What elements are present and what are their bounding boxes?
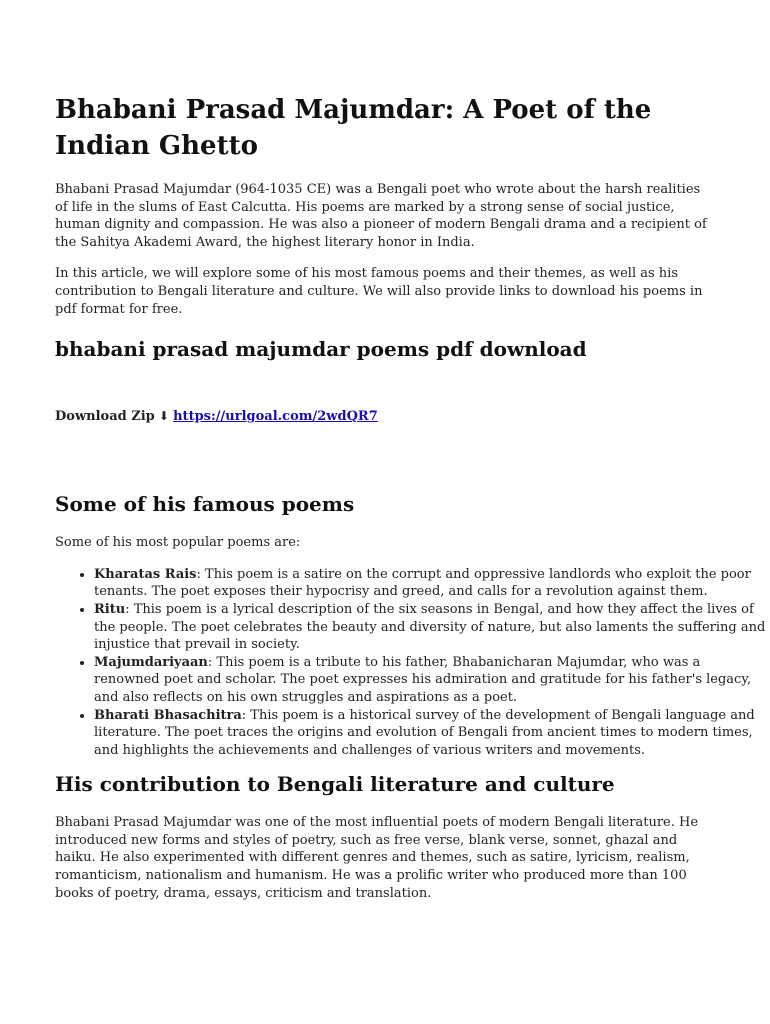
download-label: Download Zip xyxy=(55,409,155,425)
contribution-paragraph: Bhabani Prasad Majumdar was one of the most influential poets of modern Bengali literature. He introduced new forms and styles of poetry, such as free verse, blank verse, sonnet, ghazal and haiku. He also experimented with different genres and themes, such as satire, lyricism, realism, romanticism, nationalism and humanism. He was a prolific writer who produced more than 100 books of poetry, drama, essays, criticism and translation. xyxy=(55,815,699,901)
download-line xyxy=(55,408,718,425)
list-item xyxy=(94,566,766,601)
poems-list xyxy=(55,566,766,760)
download-heading: bhabani prasad majumdar poems pdf download xyxy=(55,337,587,362)
poem-description: : This poem is a tribute to his father, Bhabanicharan Majumdar, who was a renowned poet and scholar. The poet expresses his admiration and gratitude for his father's legacy, and also reflects on his own struggles and aspirations as a poet. xyxy=(94,654,752,705)
poem-name: Bharati Bhasachitra xyxy=(94,707,242,723)
list-item xyxy=(94,601,766,654)
intro-paragraph-1: Bhabani Prasad Majumdar (964-1035 CE) was a Bengali poet who wrote about the harsh realities of life in the slums of East Calcutta. His poems are marked by a strong sense of social justice, human dignity and compassion. He was also a pioneer of modern Bengali drama and a recipient of the Sahitya Akademi Award, the highest literary honor in India. xyxy=(55,182,707,250)
poem-name: Ritu xyxy=(94,601,126,617)
poem-description: : This poem is a satire on the corrupt and oppressive landlords who exploit the poor tenants. The poet exposes their hypocrisy and greed, and calls for a revolution against them. xyxy=(94,566,751,600)
poem-description: : This poem is a lyrical description of the six seasons in Bengal, and how they affect the lives of the people. The poet celebrates the beauty and diversity of nature, but also laments the suffering and injustice that prevail in society. xyxy=(94,601,766,653)
famous-poems-heading: Some of his famous poems xyxy=(55,492,355,517)
download-arrow-icon: ⬇ xyxy=(158,409,169,424)
article-title: Bhabani Prasad Majumdar: A Poet of the Indian Ghetto xyxy=(55,95,652,161)
download-link[interactable]: https://urlgoal.com/2wdQR7 xyxy=(173,409,378,425)
contribution-heading: His contribution to Bengali literature and culture xyxy=(55,772,615,797)
poem-name: Kharatas Rais xyxy=(94,566,197,582)
list-item xyxy=(94,654,766,707)
intro-paragraph-2: In this article, we will explore some of his most famous poems and their themes, as well as his contribution to Bengali literature and culture. We will also provide links to download his poems in pdf format for free. xyxy=(55,266,703,317)
famous-poems-intro: Some of his most popular poems are: xyxy=(55,535,301,551)
poem-description: : This poem is a historical survey of the development of Bengali language and literature. The poet traces the origins and evolution of Bengali from ancient times to modern times, and highlights the achievements and challenges of various writers and movements. xyxy=(94,707,755,758)
list-item xyxy=(94,707,766,760)
poem-name: Majumdariyaan xyxy=(94,654,208,670)
